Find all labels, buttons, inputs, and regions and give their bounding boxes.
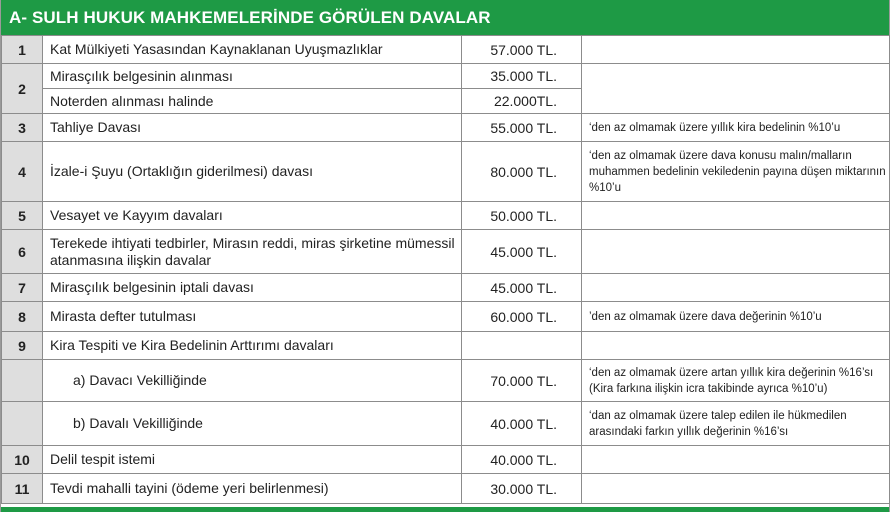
row-description: İzale-i Şuyu (Ortaklığın giderilmesi) davası [43, 142, 462, 202]
row-fee: 40.000 TL. [462, 402, 582, 446]
section-title: A- SULH HUKUK MAHKEMELERİNDE GÖRÜLEN DAVALAR [1, 0, 889, 35]
row-description: Mirasta defter tutulması [43, 302, 462, 332]
row-note [582, 332, 890, 360]
row-number: 4 [2, 142, 43, 202]
row-number: 8 [2, 302, 43, 332]
row-fee: 60.000 TL. [462, 302, 582, 332]
fee-table [1, 35, 890, 504]
row-fee: 45.000 TL. [462, 230, 582, 274]
row-note [582, 446, 890, 474]
row-note [582, 202, 890, 230]
row-number: 11 [2, 474, 43, 504]
row-description: Tevdi mahalli tayini (ödeme yeri belirlenmesi) [43, 474, 462, 504]
row-description: b) Davalı Vekilliğinde [43, 402, 462, 446]
table-row [2, 474, 890, 504]
row-fee: 55.000 TL. [462, 114, 582, 142]
row-fee: 35.000 TL. [462, 64, 582, 89]
table-row [2, 332, 890, 360]
row-description: Vesayet ve Kayyım davaları [43, 202, 462, 230]
row-note: ‘dan az olmamak üzere talep edilen ile hükmedilen arasındaki farkın yıllık değerinin %16’sı [582, 402, 890, 446]
row-number: 10 [2, 446, 43, 474]
row-description: Delil tespit istemi [43, 446, 462, 474]
table-row [2, 64, 890, 89]
row-description: Noterden alınması halinde [43, 89, 462, 114]
table-row [2, 360, 890, 402]
bottom-green-bar [1, 507, 889, 512]
row-description: Terekede ihtiyati tedbirler, Mirasın reddi, miras şirketine mümessil atanmasına ilişkin davalar [43, 230, 462, 274]
table-row [2, 230, 890, 274]
row-note [582, 274, 890, 302]
row-fee: 30.000 TL. [462, 474, 582, 504]
row-number [2, 402, 43, 446]
table-row [2, 202, 890, 230]
row-note: ’den az olmamak üzere dava değerinin %10’u [582, 302, 890, 332]
row-fee: 57.000 TL. [462, 36, 582, 64]
row-note: ‘den az olmamak üzere artan yıllık kira değerinin %16’sı (Kira farkına ilişkin icra takibinde ayrıca %10’u) [582, 360, 890, 402]
row-fee: 45.000 TL. [462, 274, 582, 302]
row-note [582, 230, 890, 274]
row-fee: 70.000 TL. [462, 360, 582, 402]
row-description: Mirasçılık belgesinin iptali davası [43, 274, 462, 302]
table-row [2, 274, 890, 302]
row-description: Kira Tespiti ve Kira Bedelinin Arttırımı davaları [43, 332, 462, 360]
row-number: 9 [2, 332, 43, 360]
row-number: 2 [2, 64, 43, 114]
row-number: 5 [2, 202, 43, 230]
row-note: ‘den az olmamak üzere dava konusu malın/malların muhammen bedelinin vekiledenin payına düşen miktarının %10’u [582, 142, 890, 202]
row-description: a) Davacı Vekilliğinde [43, 360, 462, 402]
table-row [2, 114, 890, 142]
table-row [2, 302, 890, 332]
table-row [2, 142, 890, 202]
table-row [2, 446, 890, 474]
row-description: Kat Mülkiyeti Yasasından Kaynaklanan Uyuşmazlıklar [43, 36, 462, 64]
table-row [2, 402, 890, 446]
row-fee: 50.000 TL. [462, 202, 582, 230]
row-number: 1 [2, 36, 43, 64]
row-number: 3 [2, 114, 43, 142]
row-fee [462, 332, 582, 360]
row-fee: 40.000 TL. [462, 446, 582, 474]
row-note [582, 474, 890, 504]
row-note: ‘den az olmamak üzere yıllık kira bedelinin %10’u [582, 114, 890, 142]
row-fee: 22.000TL. [462, 89, 582, 114]
table-row [2, 36, 890, 64]
row-fee: 80.000 TL. [462, 142, 582, 202]
row-number: 6 [2, 230, 43, 274]
row-note [582, 64, 890, 114]
row-description: Tahliye Davası [43, 114, 462, 142]
row-number: 7 [2, 274, 43, 302]
row-number [2, 360, 43, 402]
row-note [582, 36, 890, 64]
row-description: Mirasçılık belgesinin alınması [43, 64, 462, 89]
